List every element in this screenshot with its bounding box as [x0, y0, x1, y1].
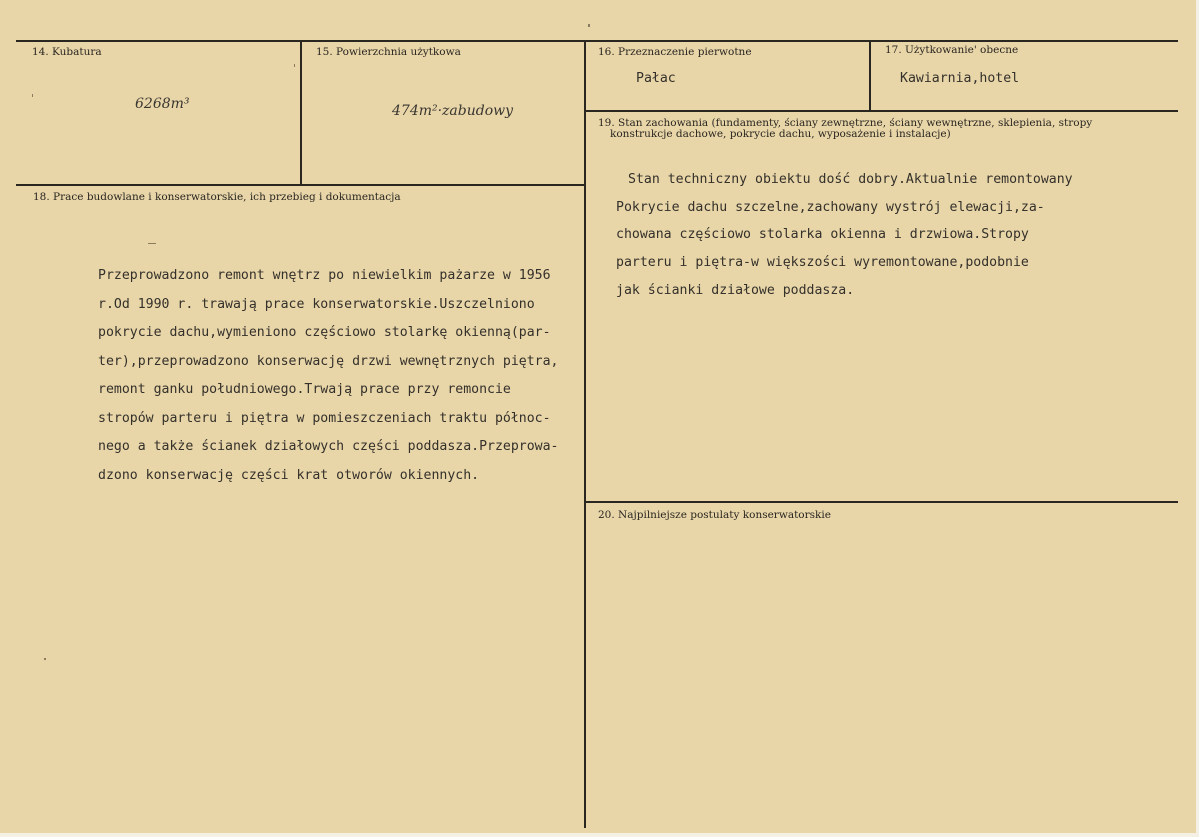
stan-line-2: Pokrycie dachu szczelne,zachowany wystrój elewacji,za-: [616, 199, 1045, 215]
rule-above-20: [586, 501, 1178, 503]
center-divider: [584, 40, 586, 828]
prace-line-4: ter),przeprowadzono konserwację drzwi wewnętrznych piętra,: [98, 353, 559, 369]
prace-line-2: r.Od 1990 r. trawają prace konserwatorskie.Uszczelniono: [98, 296, 535, 312]
prace-line-5: remont ganku południowego.Trwają prace przy remoncie: [98, 382, 511, 397]
powierzchnia-label: 15. Powierzchnia użytkowa: [316, 46, 461, 58]
kubatura-value: 6268m³: [135, 96, 190, 112]
uzytkowanie-value: Kawiarnia,hotel: [900, 71, 1020, 86]
top-rule: [16, 40, 1178, 42]
uzytkowanie-label: 17. Użytkowanie' obecne: [885, 44, 1019, 56]
prace-line-3: pokrycie dachu,wymieniono częściowo stolarkę okienną(par-: [98, 325, 551, 340]
prace-text: [98, 262, 559, 490]
stan-line-1: Stan techniczny obiektu dość dobry.Aktualnie remontowany: [628, 172, 1073, 187]
prace-line-1: Przeprowadzono remont wnętrz po niewielkim pażarze w 1956: [98, 268, 551, 283]
kubatura-label: 14. Kubatura: [32, 46, 102, 58]
divider-16-17: [869, 40, 871, 110]
stan-line-5: jak ścianki działowe poddasza.: [616, 282, 855, 298]
prace-line-7: nego a także ścianek działowych części poddasza.Przeprowa-: [98, 439, 559, 454]
prace-label: 18. Prace budowlane i konserwatorskie, ich przebieg i dokumentacja: [33, 191, 401, 203]
divider-14-15: [300, 40, 302, 184]
paper-speck: [44, 658, 46, 660]
paper-speck: [32, 94, 33, 97]
stan-label-line2: konstrukcje dachowe, pokrycie dachu, wyposażenie i instalacje): [610, 128, 951, 140]
przeznaczenie-label: 16. Przeznaczenie pierwotne: [598, 46, 752, 58]
stan-label-line1: 19. Stan zachowania (fundamenty, ściany zewnętrzne, ściany wewnętrzne, sklepienia, stropy: [598, 117, 1093, 129]
paper-speck: [294, 64, 295, 67]
prace-line-6: stropów parteru i piętra w pomieszczeniach traktu północ-: [98, 410, 551, 426]
przeznaczenie-value: Pałac: [636, 71, 676, 86]
rule-under-16-17: [586, 110, 1178, 112]
powierzchnia-value: 474m²·zabudowy: [392, 103, 514, 119]
prace-line-8: dzono konserwację części krat otworów okiennych.: [98, 467, 480, 483]
stan-text: [616, 166, 1073, 305]
postulaty-label: 20. Najpilniejsze postulaty konserwatorskie: [598, 509, 831, 521]
rule-under-14-15: [16, 184, 586, 186]
paper-speck: [148, 243, 156, 244]
stan-line-4: parteru i piętra-w większości wyremontowane,podobnie: [616, 255, 1029, 271]
stan-line-3: chowana częściowo stolarka okienna i drzwiowa.Stropy: [616, 227, 1029, 243]
paper-speck: [588, 24, 590, 27]
